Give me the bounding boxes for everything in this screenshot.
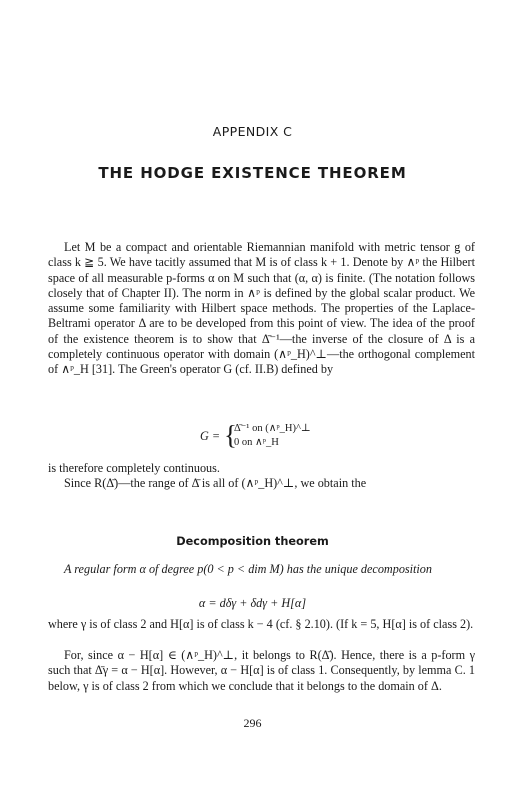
section-heading: Decomposition theorem <box>176 535 329 548</box>
equation-case-2: 0 on ∧ᵖ_H <box>234 437 279 448</box>
continuation-line-2: Since R(Δ̄)—the range of Δ̄ is all of (∧ᵖ_H)^⊥, we obtain the <box>64 476 367 491</box>
equation-case-1: Δ̄⁻¹ on (∧ᵖ_H)^⊥ <box>234 423 311 434</box>
intro-paragraph: Let M be a compact and orientable Riemannian manifold with metric tensor g of class k ≧ 5. We have tacitly assumed that M is of class k + 1. Denote by ∧ᵖ the Hilbert space of all measurable p-forms α on M such that (α, α) is finite. (The notation follows closely that of Chapter II). The norm in ∧ᵖ is defined by the global scalar product. We assume some familiarity with Hilbert space methods. The properties of the Laplace-Beltrami operator Δ are to be developed from this point of view. The idea of the proof of the existence theorem is to show that Δ̄⁻¹—the inverse of the closure of Δ is a completely continuous operator with domain (∧ᵖ_H)^⊥—the orthogonal complement of ∧ᵖ_H [31]. The Green's operator G (cf. II.B) defined by <box>48 240 475 377</box>
proof-paragraph: For, since α − H[α] ∈ (∧ᵖ_H)^⊥, it belongs to R(Δ̄). Hence, there is a p-form γ such that Δ̄γ = α − H[α]. However, α − H[α] is of class 1. Consequently, by lemma C. 1 below, γ is of class 2 from which we conclude that it belongs to the domain of Δ. <box>48 648 475 693</box>
continuation-paragraph <box>48 461 475 492</box>
chapter-title: THE HODGE EXISTENCE THEOREM <box>98 164 407 182</box>
page-number: 296 <box>243 716 262 730</box>
appendix-label: APPENDIX C <box>212 124 293 139</box>
theorem-statement: A regular form α of degree p(0 < p < dim M) has the unique decomposition <box>64 562 432 576</box>
equation-brace: { <box>224 420 237 450</box>
decomposition-equation: α = dδγ + δdγ + H[α] <box>198 596 307 610</box>
theorem-where-clause: where γ is of class 2 and H[α] is of class k − 4 (cf. § 2.10). (If k = 5, H[α] is of class 2). <box>48 617 474 631</box>
continuation-line-1: is therefore completely continuous. <box>48 461 220 475</box>
equation-lhs: G = <box>200 429 221 443</box>
